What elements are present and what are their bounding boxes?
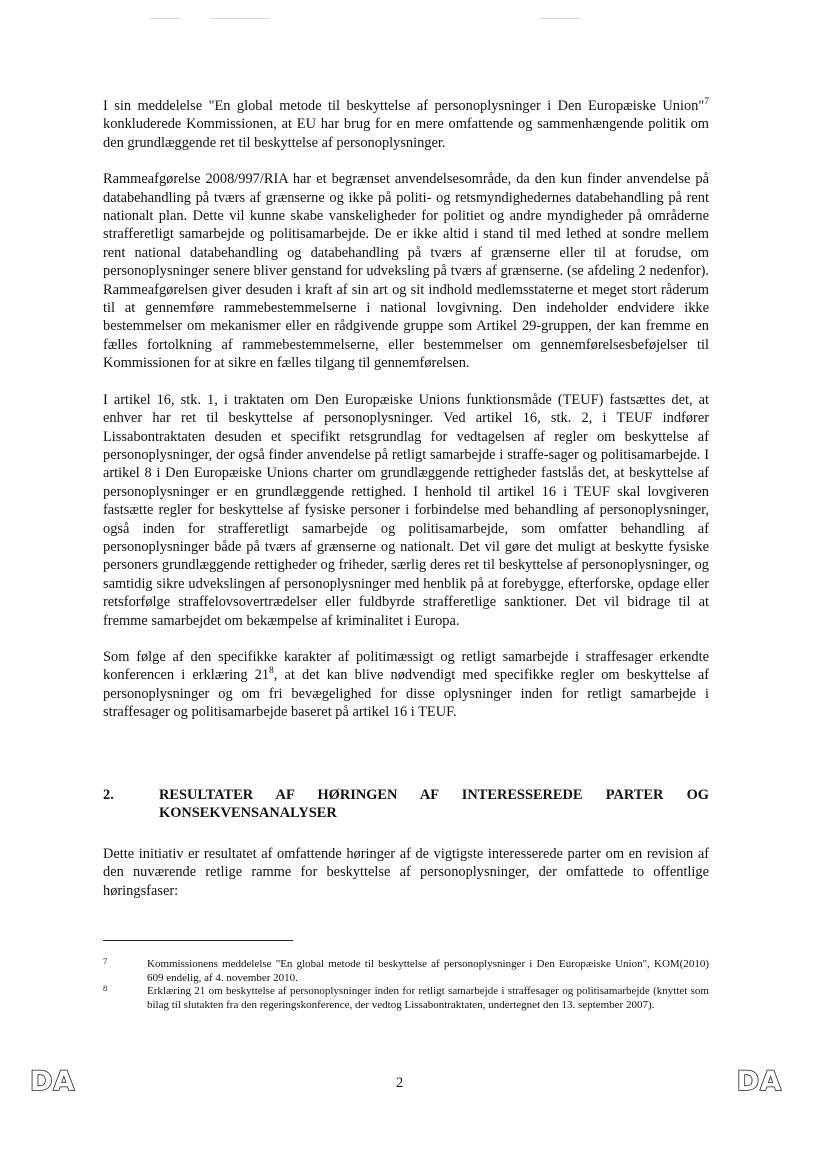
section-heading xyxy=(103,786,709,823)
section-intro: Dette initiativ er resultatet af omfattende høringer af de vigtigste interesserede parter om en revision af den nuværende retlige ramme for beskyttelse af personoplysninger, der omfattede to offentlige høringsfaser: xyxy=(103,846,709,899)
footnote-8 xyxy=(103,985,709,1012)
paragraph-3: I artikel 16, stk. 1, i traktaten om Den Europæiske Unions funktionsmåde (TEUF) fastsættes det, at enhver har ret til beskyttelse af personoplysninger. Ved artikel 16, stk. 2, i TEUF indfører Lissabontraktaten desuden et specifikt retsgrundlag for vedtagelsen af regler om beskyttelse af personoplysninger, der også finder anvendelse på retligt samarbejde i straffe-sager og politisamarbejde. I artikel 8 i Den Europæiske Unions charter om grundlæggende rettigheder fastslås det, at beskyttelse af personoplysninger er en grundlæggende rettighed. I henhold til artikel 16 i TEUF skal lovgiveren fastsætte regler for beskyttelse af fysiske personer i forbindelse med behandling af personoplysninger, også inden for strafferetligt samarbejde og politisamarbejde, som omfatter behandling af personoplysninger både på tværs af grænserne og nationalt. Det vil gøre det muligt at beskytte fysiske personers grundlæggende rettigheder og friheder, særlig deres ret til beskyttelse af personoplysninger, og samtidig sikre udvekslingen af personoplysninger med henblik på at forebygge, efterforske, opdage eller retsforfølge straffelovsovertrædelser eller fuldbyrde strafferetlige sanktioner. Det vil bidrage til at fremme samarbejdet om bekæmpelse af kriminalitet i Europa. xyxy=(103,391,709,629)
footnote-separator xyxy=(103,940,293,941)
scan-artifact xyxy=(150,18,180,19)
paragraph-4: Som følge af den specifikke karakter af politimæssigt og retligt samarbejde i straffesager erkendte konferencen i erklæring $21^8$, at det kan blive nødvendigt med specifikke regler om beskyttelse af personoplysninger og om fri bevægelighed for disse oplysninger inden for retligt samarbejde i straffesager og politisamarbejde baseret på artikel 16 i TEUF. xyxy=(103,648,709,721)
footnote-7 xyxy=(103,958,709,985)
paragraph-2: Rammeafgørelse 2008/997/RIA har et begrænset anvendelsesområde, da den kun finder anvendelse på databehandling på tværs af grænserne og ikke på politi- og retsmyndighedernes databehandling på rent nationalt plan. Dette vil kunne skabe vanskeligheder for politiet og andre myndigheder på områderne strafferetligt samarbejde og politisamarbejde. De er ikke altid i stand til med lethed at sondre mellem rent national databehandling og databehandling på tværs af grænserne eller til at forudse, om personoplysninger senere bliver genstand for udveksling på tværs af grænserne. (se afdeling 2 nedenfor). Rammeafgørelsen giver desuden i kraft af sin art og sit indhold medlemsstaterne et meget stort råderum til at gennemføre rammebestemmelserne i national lovgivning. Den indeholder endvidere ikke bestemmelser om mekanismer eller en rådgivende gruppe som Artikel 29-gruppen, der kan fremme en fælles fortolkning af rammebestemmelserne, eller bestemmelser om gennemførelsesbeføjelser til Kommissionen for at sikre en fælles tilgang til gennemførelsen. xyxy=(103,171,709,372)
language-code-left: DA xyxy=(30,1066,76,1097)
page-number: 2 xyxy=(396,1075,404,1091)
body-text xyxy=(103,97,709,740)
section-title: RESULTATER AF HØRINGEN AF INTERESSEREDE PARTER OG KONSEKVENSANALYSER xyxy=(159,787,709,822)
scan-artifact xyxy=(210,18,270,19)
footnote-number: 8 xyxy=(103,983,108,994)
footnote-text: Erklæring 21 om beskyttelse af personoplysninger inden for retligt samarbejde i straffesager og politisamarbejde (knyttet som bilag til slutakten fra den regeringskonference, der vedtog Lissabontraktaten, undertegnet den 13. september 2007). xyxy=(147,985,709,1011)
section-number: 2. xyxy=(103,787,114,803)
scan-artifact xyxy=(540,18,580,19)
footnote-text: Kommissionens meddelelse "En global metode til beskyttelse af personoplysninger i Den Europæiske Union", KOM(2010) 609 endelig, af 4. november 2010. xyxy=(147,958,709,984)
paragraph-1: I sin meddelelse "En global metode til beskyttelse af personoplysninger i Den Europæiske Union"$^7$ konkluderede Kommissionen, at EU har brug for en mere omfattende og sammenhængende politik om den grundlæggende ret til beskyttelse af personoplysninger. xyxy=(103,97,709,151)
footnote-number: 7 xyxy=(103,956,108,966)
footnote-ref-7: 7 xyxy=(704,97,709,108)
footnotes xyxy=(103,958,709,1012)
footnote-ref-8: 8 xyxy=(269,666,274,677)
language-code-right: DA xyxy=(736,1066,782,1097)
